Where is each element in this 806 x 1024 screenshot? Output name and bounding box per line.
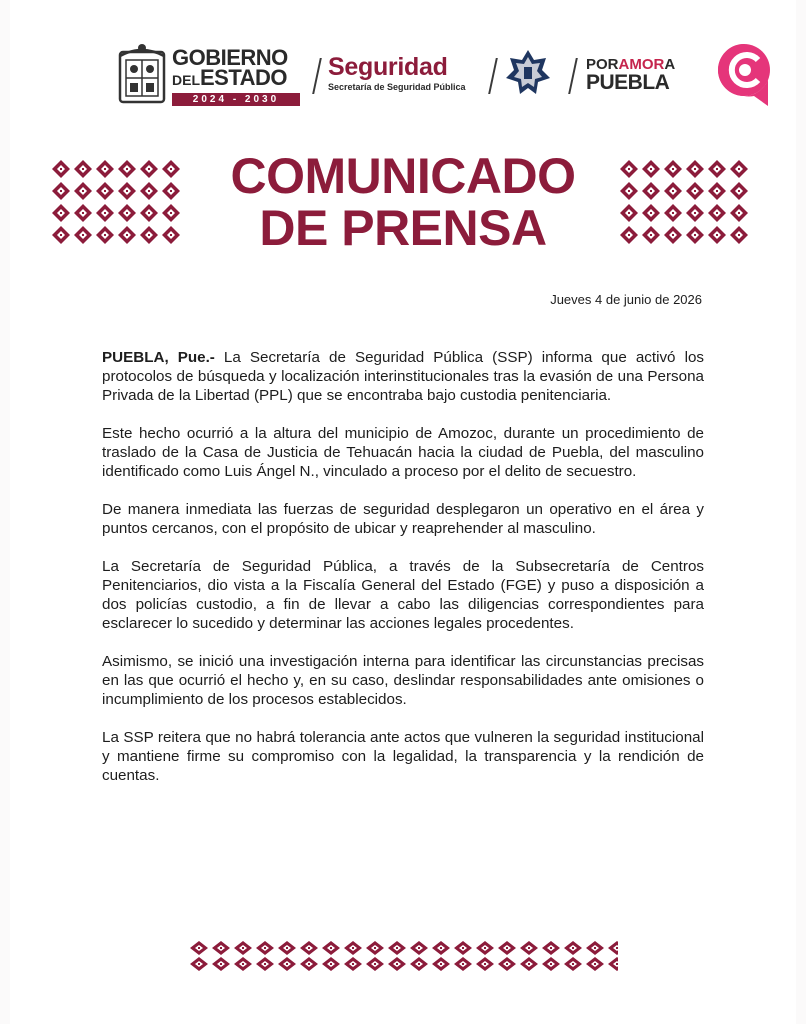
gobierno-estado: ESTADO <box>200 65 288 90</box>
seguridad-title: Seguridad <box>328 53 448 81</box>
gobierno-line1: GOBIERNO <box>172 45 288 70</box>
por-text: POR <box>586 56 619 73</box>
title-line2: DE PRENSA <box>259 200 547 256</box>
gobierno-logo <box>172 45 304 106</box>
paragraph: Este hecho ocurrió a la altura del municipio de Amozoc, durante un procedimiento de traslado de la Casa de Justicia de Tehuacán hacia la ciudad de Puebla, del masculino identificado como Luis Ángel N., vinculado a proceso por el delito de secuestro. <box>102 425 704 480</box>
state-crest-icon <box>116 42 168 108</box>
press-body <box>102 348 704 804</box>
page-title <box>180 150 626 254</box>
seguridad-subtitle: Secretaría de Seguridad Pública <box>328 82 466 92</box>
paragraph <box>102 348 704 405</box>
header-divider <box>488 58 498 94</box>
seguridad-logo <box>328 54 488 92</box>
puebla-text: PUEBLA <box>586 71 670 94</box>
textile-pattern-icon <box>188 940 618 972</box>
dateline: PUEBLA, Pue.- <box>102 349 215 366</box>
gobierno-line2 <box>172 65 304 90</box>
gobierno-years: 2024 - 2030 <box>172 93 300 106</box>
header <box>0 36 806 116</box>
paragraph: La SSP reitera que no habrá tolerancia ante actos que vulneren la seguridad institucional y mantiene firme su compromiso con la legalidad, la transparencia y la rendición de cuentas. <box>102 729 704 784</box>
gobierno-del: DEL <box>172 72 200 88</box>
paragraph: De manera inmediata las fuerzas de seguridad desplegaron un operativo en el área y puntos cercanos, con el propósito de ubicar y reaprehender al masculino. <box>102 501 704 537</box>
paragraph: Asimismo, se inició una investigación interna para identificar las circunstancias precisas en las que ocurrió el hecho y, en su caso, deslindar responsabilidades ante omisiones o incumplimiento de los procesos establecidos. <box>102 653 704 708</box>
a-text: A <box>664 56 676 73</box>
textile-pattern-icon <box>50 158 182 244</box>
header-divider <box>568 58 578 94</box>
title-line1: COMUNICADO <box>230 148 576 204</box>
police-badge-icon <box>504 48 552 98</box>
amor-text: AMOR <box>618 56 665 73</box>
header-divider <box>312 58 322 94</box>
press-date: Jueves 4 de junio de 2026 <box>550 292 702 307</box>
por-amor-puebla-logo <box>586 56 696 93</box>
textile-pattern-icon <box>618 158 750 244</box>
paragraph: La Secretaría de Seguridad Pública, a través de la Subsecretaría de Centros Penitenciarios, dio vista a la Fiscalía General del Estado (FGE) y puso a disposición a dos policías custodio, a fin de llevar a cabo las diligencias correspondientes para esclarecer lo sucedido y determinar las acciones legales procedentes. <box>102 558 704 632</box>
c-logo-icon <box>714 40 774 112</box>
paragraph-text: La Secretaría de Seguridad Pública (SSP) informa que activó los protocolos de búsqueda y localización interinstitucionales tras la evasión de una Persona Privada de la Libertad (PPL) que se encontraba bajo custodia penitenciaria. <box>102 349 704 404</box>
